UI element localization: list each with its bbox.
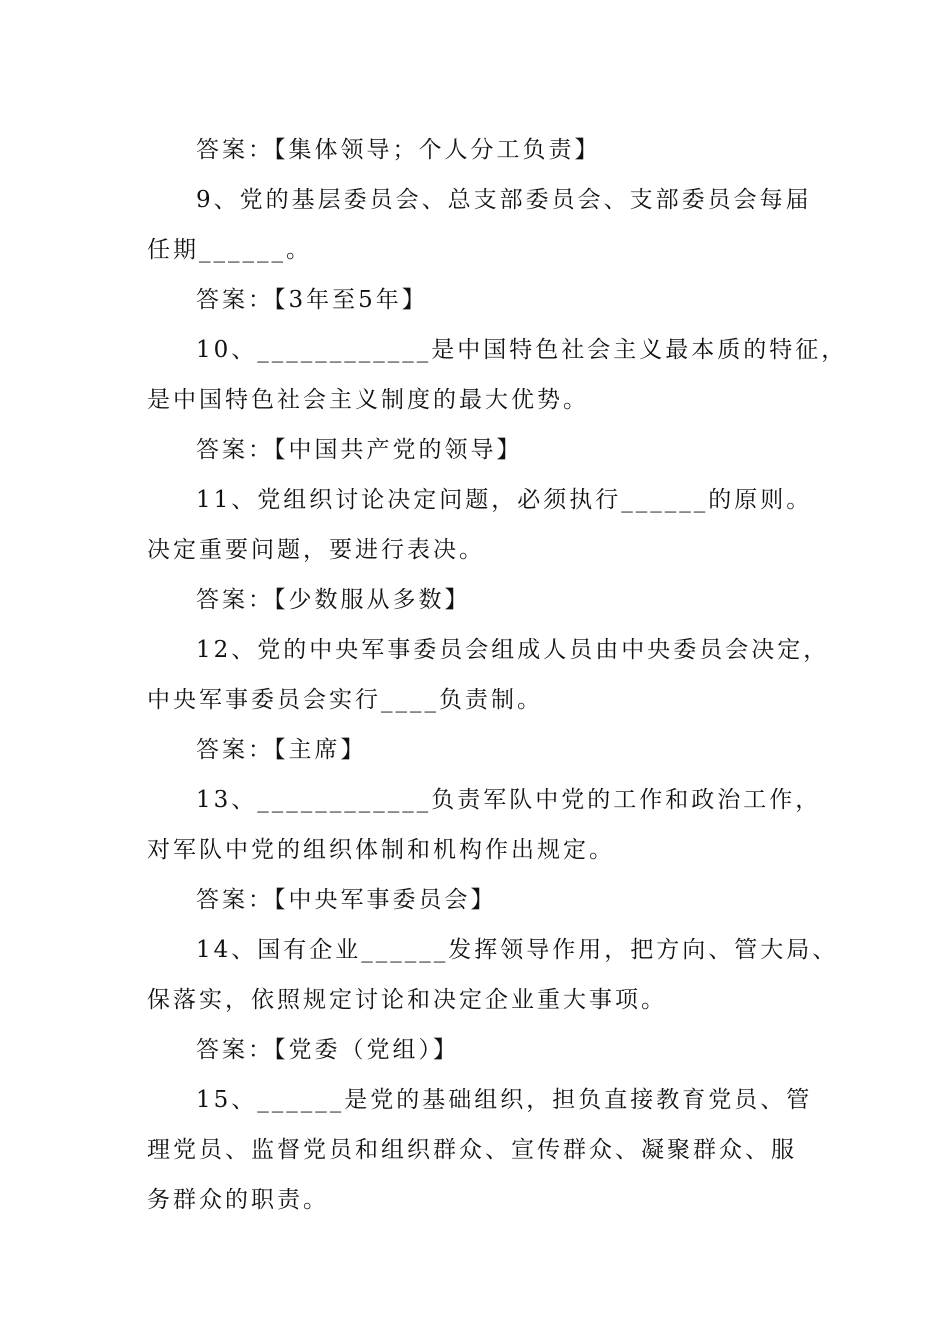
- question-9-line-2: 任期______。: [147, 237, 312, 263]
- question-11-line-1: 11、党组织讨论决定问题，必须执行______的原则。: [196, 487, 813, 513]
- question-10-line-2: 是中国特色社会主义制度的最大优势。: [147, 387, 589, 413]
- question-11-line-2: 决定重要问题，要进行表决。: [147, 537, 485, 563]
- question-15-line-2: 理党员、监督党员和组织群众、宣传群众、凝聚群众、服: [147, 1137, 797, 1163]
- question-14-line-1: 14、国有企业______发挥领导作用，把方向、管大局、: [196, 937, 839, 963]
- question-10-line-1: 10、____________是中国特色社会主义最本质的特征，: [196, 337, 848, 363]
- answer-14: 答案：【党委（党组）】: [196, 1037, 459, 1063]
- answer-12: 答案：【主席】: [196, 737, 367, 763]
- question-9-line-1: 9、党的基层委员会、总支部委员会、支部委员会每届: [196, 187, 812, 213]
- question-13-line-2: 对军队中党的组织体制和机构作出规定。: [147, 837, 615, 863]
- question-13-line-1: 13、____________负责军队中党的工作和政治工作，: [196, 787, 822, 813]
- question-15-line-3: 务群众的职责。: [147, 1187, 329, 1213]
- answer-13: 答案：【中央军事委员会】: [196, 887, 497, 913]
- question-12-line-1: 12、党的中央军事委员会组成人员由中央委员会决定，: [196, 637, 830, 663]
- answer-10: 答案：【中国共产党的领导】: [196, 437, 523, 463]
- answer-8: 答案：【集体领导；个人分工负责】: [196, 137, 601, 163]
- question-15-line-1: 15、______是党的基础组织，担负直接教育党员、管: [196, 1087, 813, 1113]
- answer-9: 答案：【3年至5年】: [196, 287, 428, 313]
- question-12-line-2: 中央军事委员会实行____负责制。: [147, 687, 543, 713]
- answer-11: 答案：【少数服从多数】: [196, 587, 471, 613]
- question-14-line-2: 保落实，依照规定讨论和决定企业重大事项。: [147, 987, 667, 1013]
